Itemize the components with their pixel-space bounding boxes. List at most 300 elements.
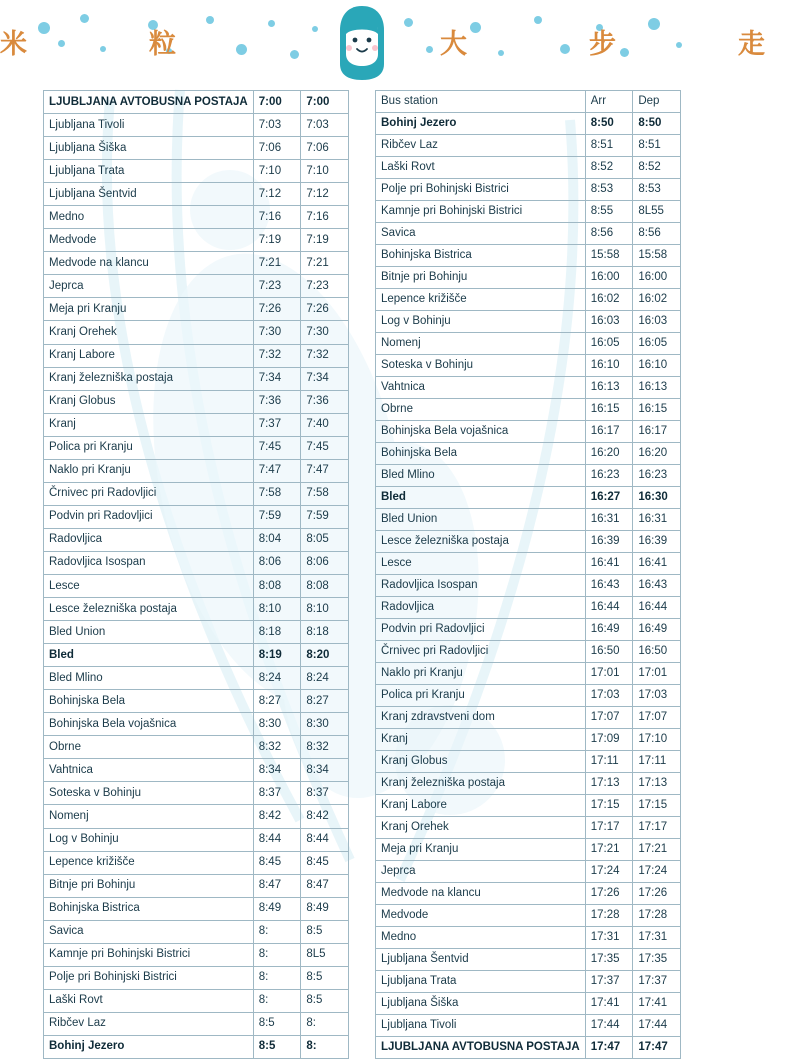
table-row	[376, 201, 681, 223]
outbound-arrival: 8:5	[253, 1035, 301, 1058]
banner-char-1: 米	[0, 29, 61, 60]
table-row	[376, 509, 681, 531]
outbound-timetable	[43, 90, 349, 1059]
outbound-departure: 7:32	[301, 344, 349, 367]
table-row	[376, 223, 681, 245]
table-row	[376, 113, 681, 135]
inbound-station: Meja pri Kranju	[376, 839, 586, 861]
inbound-station: Kranj Labore	[376, 795, 586, 817]
outbound-station: Kranj	[44, 413, 254, 436]
outbound-arrival: 7:06	[253, 137, 301, 160]
outbound-arrival: 8:06	[253, 551, 301, 574]
inbound-arrival: 16:41	[585, 553, 633, 575]
table-row	[44, 759, 349, 782]
outbound-station: Kamnje pri Bohinjski Bistrici	[44, 943, 254, 966]
inbound-station: Laški Rovt	[376, 157, 586, 179]
table-row	[376, 157, 681, 179]
inbound-arrival: 16:02	[585, 289, 633, 311]
outbound-departure: 7:36	[301, 390, 349, 413]
table-row	[44, 114, 349, 137]
inbound-arrival: 16:27	[585, 487, 633, 509]
outbound-departure: 7:26	[301, 298, 349, 321]
outbound-arrival: 7:45	[253, 436, 301, 459]
inbound-arrival: 8:53	[585, 179, 633, 201]
outbound-station: Nomenj	[44, 805, 254, 828]
inbound-departure: 16:49	[633, 619, 681, 641]
table-row	[376, 399, 681, 421]
table-row	[44, 897, 349, 920]
inbound-arrival: 17:44	[585, 1015, 633, 1037]
table-row	[44, 321, 349, 344]
outbound-station: Medvode na klancu	[44, 252, 254, 275]
outbound-arrival: 8:10	[253, 598, 301, 621]
outbound-arrival: 8:27	[253, 690, 301, 713]
outbound-departure: 8:18	[301, 621, 349, 644]
outbound-station: Lepence križišče	[44, 851, 254, 874]
table-row	[44, 989, 349, 1012]
table-row	[376, 751, 681, 773]
inbound-station: Lesce železniška postaja	[376, 531, 586, 553]
outbound-departure: 7:12	[301, 183, 349, 206]
table-row	[44, 920, 349, 943]
inbound-arrival: 17:11	[585, 751, 633, 773]
table-row	[376, 707, 681, 729]
outbound-arrival: 8:45	[253, 851, 301, 874]
table-row	[376, 949, 681, 971]
outbound-arrival: 8:34	[253, 759, 301, 782]
outbound-arrival: 7:19	[253, 229, 301, 252]
inbound-departure: 16:20	[633, 443, 681, 465]
outbound-arrival: 7:47	[253, 459, 301, 482]
outbound-station: Podvin pri Radovljici	[44, 505, 254, 528]
outbound-station: Bohinjska Bela vojašnica	[44, 713, 254, 736]
table-row	[376, 619, 681, 641]
outbound-station: Lesce	[44, 574, 254, 597]
page-banner	[0, 0, 799, 86]
inbound-departure: 15:58	[633, 245, 681, 267]
table-row	[376, 641, 681, 663]
timetable-sheet	[0, 86, 724, 1059]
outbound-station: Ljubljana Šiška	[44, 137, 254, 160]
inbound-departure: 17:01	[633, 663, 681, 685]
outbound-station: Bohinjska Bela	[44, 690, 254, 713]
inbound-station: Lepence križišče	[376, 289, 586, 311]
outbound-departure: 8:05	[301, 528, 349, 551]
table-row	[376, 927, 681, 949]
inbound-departure: 16:41	[633, 553, 681, 575]
table-row	[44, 505, 349, 528]
inbound-arrival: 8:56	[585, 223, 633, 245]
inbound-departure: 8:51	[633, 135, 681, 157]
table-row	[44, 528, 349, 551]
table-row	[376, 245, 681, 267]
inbound-arrival: 16:20	[585, 443, 633, 465]
inbound-station: Kranj	[376, 729, 586, 751]
inbound-departure: 17:26	[633, 883, 681, 905]
outbound-departure: 8:34	[301, 759, 349, 782]
table-row	[376, 795, 681, 817]
inbound-departure: 16:17	[633, 421, 681, 443]
outbound-departure: 8:08	[301, 574, 349, 597]
outbound-arrival: 7:23	[253, 275, 301, 298]
inbound-arrival: 15:58	[585, 245, 633, 267]
outbound-station: Log v Bohinju	[44, 828, 254, 851]
inbound-arrival: 17:41	[585, 993, 633, 1015]
inbound-arrival: 16:00	[585, 267, 633, 289]
table-row	[376, 685, 681, 707]
inbound-departure: 17:13	[633, 773, 681, 795]
outbound-arrival: 8:	[253, 966, 301, 989]
table-row	[44, 851, 349, 874]
table-row	[44, 390, 349, 413]
table-row	[44, 690, 349, 713]
table-row	[44, 206, 349, 229]
inbound-departure: 17:17	[633, 817, 681, 839]
outbound-departure: 7:47	[301, 459, 349, 482]
table-row	[44, 713, 349, 736]
inbound-departure: 16:30	[633, 487, 681, 509]
outbound-station: Kranj Labore	[44, 344, 254, 367]
inbound-departure: 16:15	[633, 399, 681, 421]
inbound-arrival: 16:39	[585, 531, 633, 553]
inbound-arrival: 17:13	[585, 773, 633, 795]
outbound-station: Lesce železniška postaja	[44, 598, 254, 621]
table-row	[376, 333, 681, 355]
inbound-departure: 16:02	[633, 289, 681, 311]
outbound-departure: 7:59	[301, 505, 349, 528]
outbound-station: Meja pri Kranju	[44, 298, 254, 321]
outbound-arrival: 8:32	[253, 736, 301, 759]
inbound-station: Polica pri Kranju	[376, 685, 586, 707]
outbound-station: Bitnje pri Bohinju	[44, 874, 254, 897]
inbound-station: LJUBLJANA AVTOBUSNA POSTAJA	[376, 1037, 586, 1059]
inbound-station: Bohinjska Bela vojašnica	[376, 421, 586, 443]
inbound-arrival: 17:03	[585, 685, 633, 707]
inbound-arrival: 8:55	[585, 201, 633, 223]
table-row	[44, 874, 349, 897]
outbound-station: Medvode	[44, 229, 254, 252]
inbound-station: Podvin pri Radovljici	[376, 619, 586, 641]
inbound-timetable-body	[376, 91, 681, 1059]
inbound-departure: 17:47	[633, 1037, 681, 1059]
outbound-station: Bled	[44, 644, 254, 667]
outbound-departure: 8L5	[301, 943, 349, 966]
table-row	[44, 275, 349, 298]
table-row	[44, 943, 349, 966]
outbound-departure: 8:5	[301, 966, 349, 989]
inbound-header-row	[376, 91, 681, 113]
inbound-departure: 16:39	[633, 531, 681, 553]
table-row	[376, 663, 681, 685]
table-row	[44, 137, 349, 160]
inbound-departure: 16:13	[633, 377, 681, 399]
table-row	[44, 344, 349, 367]
inbound-station: Ribčev Laz	[376, 135, 586, 157]
inbound-arrival: 16:05	[585, 333, 633, 355]
table-row	[376, 597, 681, 619]
table-row	[44, 667, 349, 690]
outbound-arrival: 8:04	[253, 528, 301, 551]
outbound-station: Savica	[44, 920, 254, 943]
outbound-arrival: 8:47	[253, 874, 301, 897]
outbound-station: Bled Union	[44, 621, 254, 644]
outbound-arrival: 8:19	[253, 644, 301, 667]
inbound-arrival: 16:03	[585, 311, 633, 333]
table-row	[376, 487, 681, 509]
inbound-departure: 16:10	[633, 355, 681, 377]
outbound-departure: 8:5	[301, 920, 349, 943]
inbound-departure: 17:07	[633, 707, 681, 729]
outbound-station: Ljubljana Šentvid	[44, 183, 254, 206]
outbound-station: Ljubljana Trata	[44, 160, 254, 183]
outbound-arrival: 7:26	[253, 298, 301, 321]
outbound-arrival: 7:03	[253, 114, 301, 137]
inbound-station: Obrne	[376, 399, 586, 421]
inbound-departure: 16:44	[633, 597, 681, 619]
inbound-arrival: 16:10	[585, 355, 633, 377]
outbound-arrival: 8:24	[253, 667, 301, 690]
table-row	[44, 229, 349, 252]
outbound-departure: 8:27	[301, 690, 349, 713]
table-row	[44, 598, 349, 621]
table-row	[44, 1035, 349, 1058]
inbound-station: Bled	[376, 487, 586, 509]
outbound-arrival: 8:08	[253, 574, 301, 597]
outbound-station: Laški Rovt	[44, 989, 254, 1012]
outbound-station: Kranj železniška postaja	[44, 367, 254, 390]
inbound-station: Jeprca	[376, 861, 586, 883]
outbound-arrival: 7:59	[253, 505, 301, 528]
table-row	[376, 135, 681, 157]
outbound-timetable-body	[44, 91, 349, 1059]
table-row	[44, 621, 349, 644]
inbound-arrival: 8:52	[585, 157, 633, 179]
inbound-header-arr: Arr	[585, 91, 633, 113]
inbound-arrival: 16:49	[585, 619, 633, 641]
inbound-station: Kranj zdravstveni dom	[376, 707, 586, 729]
outbound-station: Vahtnica	[44, 759, 254, 782]
table-row	[44, 828, 349, 851]
table-row	[44, 1012, 349, 1035]
table-row	[44, 574, 349, 597]
outbound-arrival: 8:5	[253, 1012, 301, 1035]
table-row	[376, 861, 681, 883]
table-row	[376, 377, 681, 399]
inbound-arrival: 16:44	[585, 597, 633, 619]
inbound-station: Radovljica Isospan	[376, 575, 586, 597]
outbound-departure: 8:30	[301, 713, 349, 736]
outbound-station: Polje pri Bohinjski Bistrici	[44, 966, 254, 989]
table-row	[376, 311, 681, 333]
inbound-station: Bohinj Jezero	[376, 113, 586, 135]
table-row	[376, 905, 681, 927]
outbound-arrival: 7:16	[253, 206, 301, 229]
inbound-station: Bohinjska Bela	[376, 443, 586, 465]
inbound-header-dep: Dep	[633, 91, 681, 113]
inbound-departure: 8:52	[633, 157, 681, 179]
table-row	[44, 644, 349, 667]
inbound-arrival: 16:17	[585, 421, 633, 443]
inbound-arrival: 16:50	[585, 641, 633, 663]
outbound-arrival: 7:30	[253, 321, 301, 344]
outbound-station: Soteska v Bohinju	[44, 782, 254, 805]
outbound-departure: 8:44	[301, 828, 349, 851]
inbound-station: Savica	[376, 223, 586, 245]
outbound-arrival: 8:44	[253, 828, 301, 851]
outbound-departure: 8:37	[301, 782, 349, 805]
inbound-departure: 17:24	[633, 861, 681, 883]
inbound-arrival: 17:15	[585, 795, 633, 817]
banner-char-5: 走	[738, 29, 799, 60]
inbound-departure: 8:50	[633, 113, 681, 135]
inbound-station: Soteska v Bohinju	[376, 355, 586, 377]
inbound-arrival: 16:15	[585, 399, 633, 421]
inbound-station: Ljubljana Trata	[376, 971, 586, 993]
outbound-departure: 7:45	[301, 436, 349, 459]
inbound-arrival: 17:21	[585, 839, 633, 861]
inbound-station: Bitnje pri Bohinju	[376, 267, 586, 289]
table-row	[44, 482, 349, 505]
outbound-departure: 7:58	[301, 482, 349, 505]
table-row	[44, 436, 349, 459]
table-row	[376, 1037, 681, 1059]
outbound-departure: 7:40	[301, 413, 349, 436]
inbound-departure: 8L55	[633, 201, 681, 223]
inbound-station: Bled Union	[376, 509, 586, 531]
outbound-header-dep: 7:00	[301, 91, 349, 114]
inbound-departure: 16:31	[633, 509, 681, 531]
inbound-departure: 16:43	[633, 575, 681, 597]
table-row	[376, 993, 681, 1015]
outbound-station: Bled Mlino	[44, 667, 254, 690]
outbound-departure: 7:16	[301, 206, 349, 229]
outbound-station: Polica pri Kranju	[44, 436, 254, 459]
outbound-station: Jeprca	[44, 275, 254, 298]
inbound-station: Polje pri Bohinjski Bistrici	[376, 179, 586, 201]
outbound-departure: 7:30	[301, 321, 349, 344]
inbound-departure: 17:41	[633, 993, 681, 1015]
inbound-arrival: 17:37	[585, 971, 633, 993]
inbound-departure: 16:00	[633, 267, 681, 289]
outbound-station: Črnivec pri Radovljici	[44, 482, 254, 505]
table-row	[376, 179, 681, 201]
outbound-arrival: 8:	[253, 989, 301, 1012]
table-row	[44, 183, 349, 206]
inbound-station: Medvode na klancu	[376, 883, 586, 905]
outbound-departure: 8:42	[301, 805, 349, 828]
banner-char-2: 粒	[149, 29, 210, 60]
table-row	[376, 421, 681, 443]
inbound-arrival: 16:31	[585, 509, 633, 531]
outbound-departure: 8:	[301, 1012, 349, 1035]
inbound-station: Kamnje pri Bohinjski Bistrici	[376, 201, 586, 223]
table-row	[376, 355, 681, 377]
inbound-arrival: 17:17	[585, 817, 633, 839]
outbound-arrival: 8:37	[253, 782, 301, 805]
inbound-station: Ljubljana Šentvid	[376, 949, 586, 971]
table-row	[376, 971, 681, 993]
table-row	[44, 413, 349, 436]
inbound-station: Ljubljana Šiška	[376, 993, 586, 1015]
inbound-arrival: 17:28	[585, 905, 633, 927]
table-row	[376, 729, 681, 751]
outbound-station: Kranj Globus	[44, 390, 254, 413]
outbound-departure: 8:24	[301, 667, 349, 690]
table-row	[44, 782, 349, 805]
inbound-station: Kranj Orehek	[376, 817, 586, 839]
outbound-arrival: 8:49	[253, 897, 301, 920]
outbound-departure: 7:19	[301, 229, 349, 252]
inbound-arrival: 17:31	[585, 927, 633, 949]
inbound-station: Kranj železniška postaja	[376, 773, 586, 795]
inbound-station: Naklo pri Kranju	[376, 663, 586, 685]
outbound-departure: 7:21	[301, 252, 349, 275]
table-row	[376, 531, 681, 553]
inbound-arrival: 17:09	[585, 729, 633, 751]
inbound-arrival: 16:13	[585, 377, 633, 399]
inbound-station: Medvode	[376, 905, 586, 927]
inbound-arrival: 17:47	[585, 1037, 633, 1059]
inbound-station: Bled Mlino	[376, 465, 586, 487]
inbound-departure: 16:05	[633, 333, 681, 355]
inbound-arrival: 16:23	[585, 465, 633, 487]
inbound-departure: 17:28	[633, 905, 681, 927]
table-row	[376, 553, 681, 575]
outbound-departure: 8:49	[301, 897, 349, 920]
inbound-departure: 17:11	[633, 751, 681, 773]
inbound-station: Log v Bohinju	[376, 311, 586, 333]
inbound-station: Vahtnica	[376, 377, 586, 399]
outbound-arrival: 7:32	[253, 344, 301, 367]
outbound-station: Naklo pri Kranju	[44, 459, 254, 482]
table-row	[376, 1015, 681, 1037]
table-row	[44, 966, 349, 989]
inbound-station: Črnivec pri Radovljici	[376, 641, 586, 663]
table-row	[44, 736, 349, 759]
outbound-departure: 7:06	[301, 137, 349, 160]
table-row	[376, 883, 681, 905]
outbound-departure: 8:	[301, 1035, 349, 1058]
table-row	[44, 459, 349, 482]
inbound-station: Bohinjska Bistrica	[376, 245, 586, 267]
outbound-departure: 7:03	[301, 114, 349, 137]
outbound-departure: 8:47	[301, 874, 349, 897]
table-row	[376, 267, 681, 289]
outbound-arrival: 8:	[253, 920, 301, 943]
table-row	[376, 289, 681, 311]
banner-char-4: 步	[589, 29, 650, 60]
outbound-station: Medno	[44, 206, 254, 229]
outbound-departure: 8:45	[301, 851, 349, 874]
inbound-departure: 8:53	[633, 179, 681, 201]
inbound-departure: 17:10	[633, 729, 681, 751]
table-row	[44, 298, 349, 321]
outbound-station: Kranj Orehek	[44, 321, 254, 344]
inbound-arrival: 17:07	[585, 707, 633, 729]
inbound-header-station: Bus station	[376, 91, 586, 113]
inbound-station: Lesce	[376, 553, 586, 575]
inbound-station: Ljubljana Tivoli	[376, 1015, 586, 1037]
outbound-departure: 8:32	[301, 736, 349, 759]
outbound-arrival: 7:34	[253, 367, 301, 390]
outbound-departure: 8:20	[301, 644, 349, 667]
outbound-station: Bohinj Jezero	[44, 1035, 254, 1058]
outbound-departure: 7:34	[301, 367, 349, 390]
outbound-station: Ribčev Laz	[44, 1012, 254, 1035]
inbound-timetable	[375, 90, 681, 1059]
table-row	[376, 839, 681, 861]
inbound-arrival: 8:51	[585, 135, 633, 157]
